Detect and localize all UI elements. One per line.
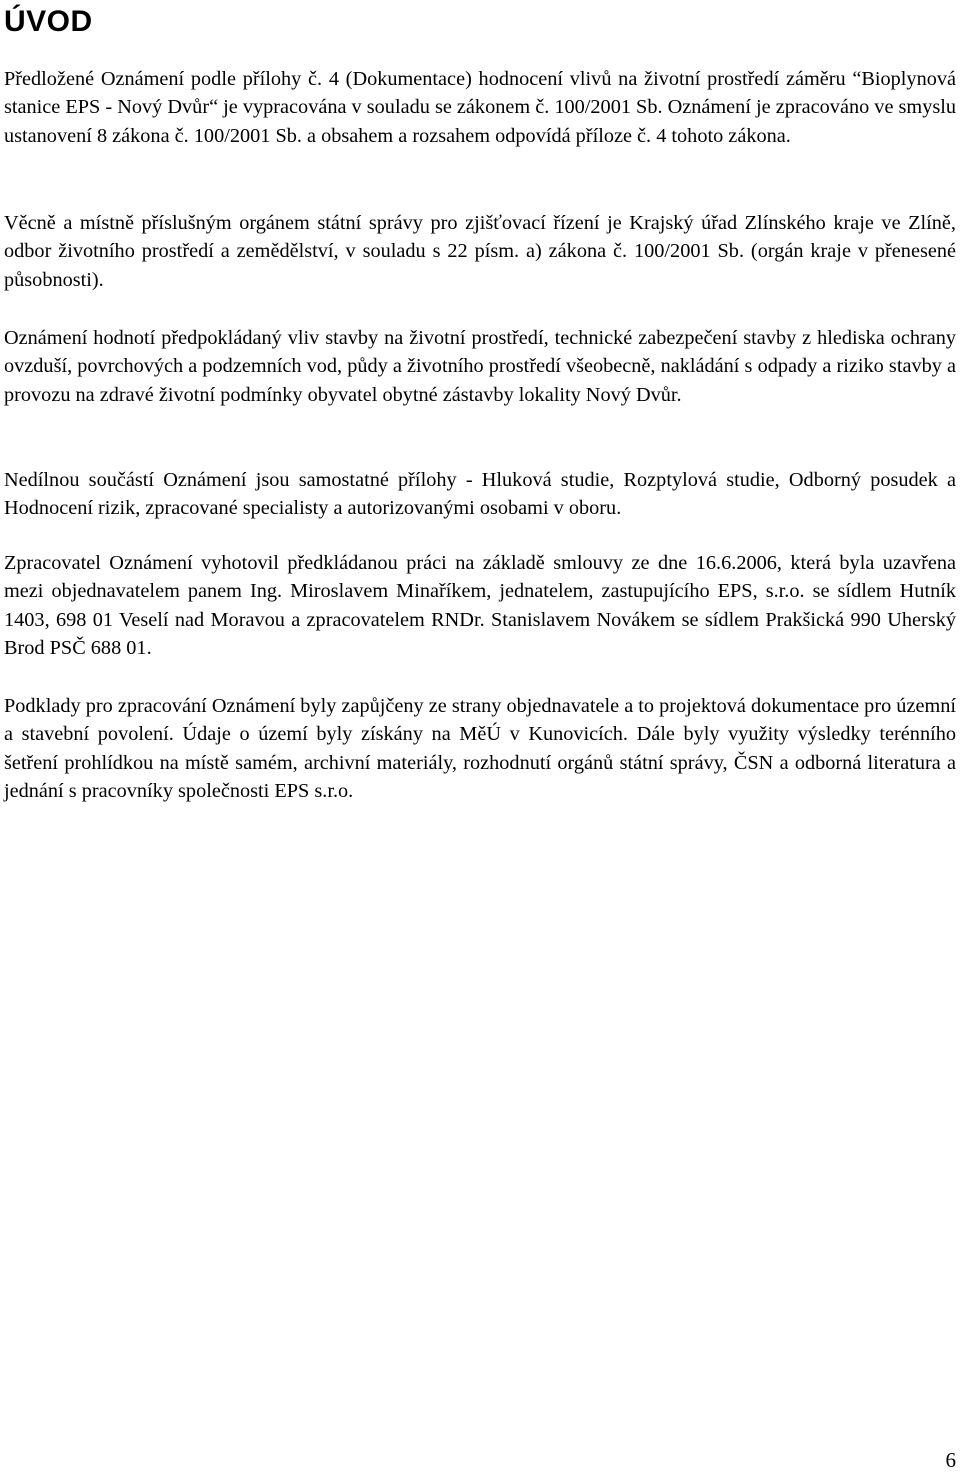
section-heading: ÚVOD xyxy=(4,5,93,38)
paragraph-contractor: Zpracovatel Oznámení vyhotovil předkládanou práci na základě smlouvy ze dne 16.6.2006, která byla uzavřena mezi objednavatelem panem Ing. Miroslavem Minaříkem, jednatelem, zastupujícího EPS, s.r.o. se sídlem Hutník 1403, 698 01 Veselí nad Moravou a zpracovatelem RNDr. Stanislavem Novákem se sídlem Prakšická 990 Uherský Brod PSČ 688 01. xyxy=(4,552,956,659)
paragraph-assessment-scope: Oznámení hodnotí předpokládaný vliv stavby na životní prostředí, technické zabezpečení stavby z hlediska ochrany ovzduší, povrchových a podzemních vod, půdy a životního prostředí všeobecně, nakládání s odpady a riziko stavby a provozu na zdravé životní podmínky obyvatel obytné zástavby lokality Nový Dvůr. xyxy=(4,327,956,406)
paragraph-source-materials: Podklady pro zpracování Oznámení byly zapůjčeny ze strany objednavatele a to projektová dokumentace pro územní a stavební povolení. Údaje o území byly získány na MěÚ v Kunovicích. Dále byly využity výsledky terénního šetření prohlídkou na místě samém, archivní materiály, rozhodnutí orgánů státní správy, ČSN a odborná literatura a jednání s pracovníky společnosti EPS s.r.o. xyxy=(4,695,956,802)
paragraph-competent-authority: Věcně a místně příslušným orgánem státní správy pro zjišťovací řízení je Krajský úřad Zlínského kraje ve Zlíně, odbor životního prostředí a zemědělství, v souladu s 22 písm. a) zákona č. 100/2001 Sb. (orgán kraje v přenesené působnosti). xyxy=(4,212,956,291)
paragraph-annexes: Nedílnou součástí Oznámení jsou samostatné přílohy - Hluková studie, Rozptylová studie, Odborný posudek a Hodnocení rizik, zpracované specialisty a autorizovanými osobami v oboru. xyxy=(4,469,956,520)
paragraph-introduction: Předložené Oznámení podle přílohy č. 4 (Dokumentace) hodnocení vlivů na životní prostředí záměru “Bioplynová stanice EPS - Nový Dvůr“ je vypracována v souladu se zákonem č. 100/2001 Sb. Oznámení je zpracováno ve smyslu ustanovení 8 zákona č. 100/2001 Sb. a obsahem a rozsahem odpovídá příloze č. 4 tohoto zákona. xyxy=(4,68,956,147)
page-number: 6 xyxy=(945,1448,956,1472)
